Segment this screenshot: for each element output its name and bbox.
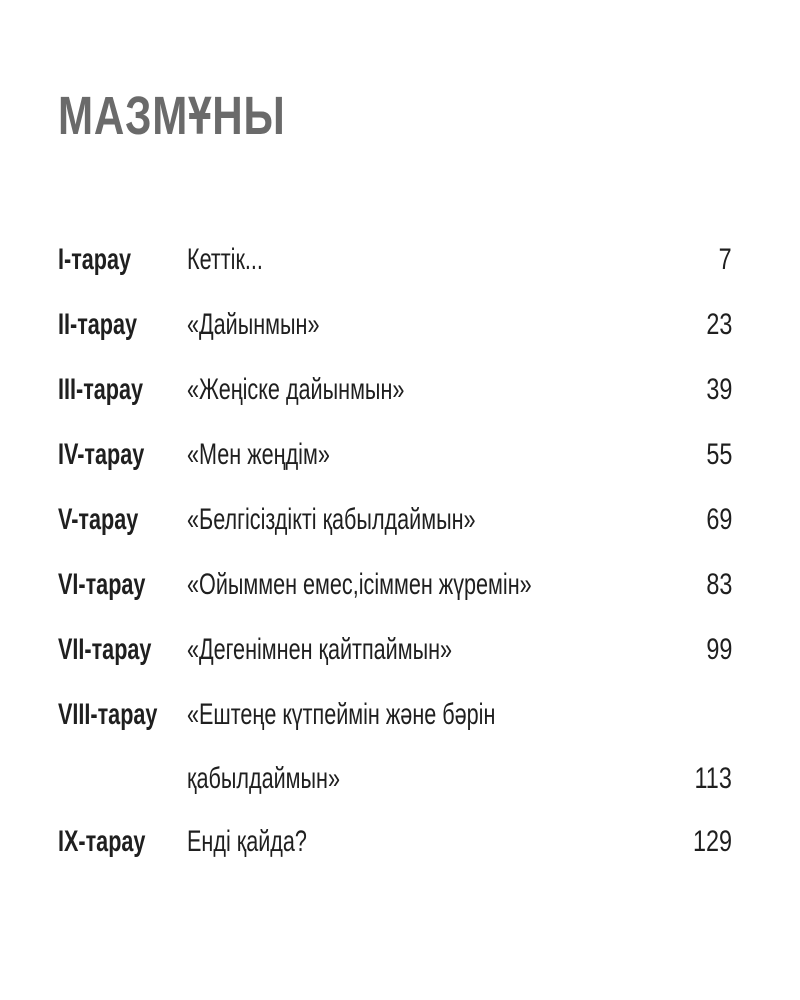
page-number: 69: [705, 503, 732, 536]
page-title: МАЗМҰНЫ: [58, 86, 286, 146]
chapter-title: «Жеңіске дайынмын»: [187, 373, 405, 406]
chapter-title: «Белгісіздікті қабылдаймын»: [187, 503, 476, 536]
chapter-label: VII-тарау: [58, 633, 152, 666]
page-number: 23: [705, 308, 732, 341]
chapter-label: II-тарау: [58, 308, 138, 341]
page-number: 39: [705, 373, 732, 406]
chapter-label: I-тарау: [58, 243, 132, 276]
chapter-label: III-тарау: [58, 373, 144, 406]
chapter-title: «Ойыммен емес,ісіммен жүремін»: [187, 568, 532, 601]
chapter-title: «Дегенімнен қайтпаймын»: [187, 633, 453, 666]
chapter-title-line-2: қабылдаймын»: [187, 762, 340, 795]
chapter-label: V-тарау: [58, 503, 139, 536]
chapter-title: [187, 695, 495, 799]
chapter-title: «Дайынмын»: [187, 308, 320, 341]
page-number: 83: [705, 568, 732, 601]
page-number: 129: [692, 825, 732, 858]
chapter-title: «Мен жеңдім»: [187, 438, 330, 471]
chapter-label: VIII-тарау: [58, 698, 158, 731]
page-number: 55: [705, 438, 732, 471]
chapter-title-line-1: «Ештеңе күтпеймін және бәрін: [187, 698, 496, 731]
chapter-label: IV-тарау: [58, 438, 145, 471]
chapter-title: Енді қайда?: [187, 825, 307, 858]
chapter-label: VI-тарау: [58, 568, 146, 601]
page-number: 113: [694, 762, 732, 795]
chapter-title: Кеттік...: [187, 243, 263, 276]
page-number: 7: [718, 243, 732, 276]
chapter-label: IX-тарау: [58, 825, 146, 858]
page-number: 99: [705, 633, 732, 666]
